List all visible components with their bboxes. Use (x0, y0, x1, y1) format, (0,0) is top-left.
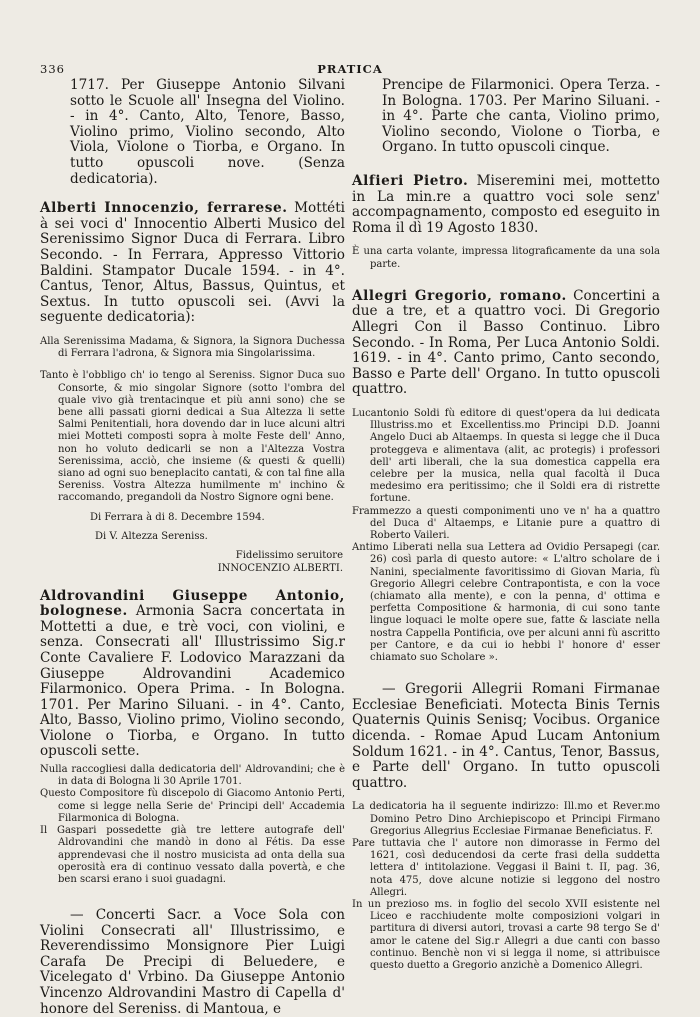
concerti-entry: — Concerti Sacr. a Voce Sola con Violini Consecrati all' Illustrissimo, e Reverendissimo Monsignore Pier Luigi Carafa De Precipi di Beluedere, e Vicelegato d' Vrbino. Da Giuseppe Antonio Vincenzo Aldrovandini Mastro di Capella d' honore del Sereniss. di Mantoua, e (40, 907, 345, 1017)
note-paragraph: Lucantonio Soldi fù editore di quest'opera da lui dedicata Illustriss.mo et Excellentiss.mo Principi D.D. Joanni Angelo Duci ab Altaemps. In questa si legge che il Duca proteggeva e alimentava (alit, ac protegis) i professori dell' arti liberali, che la sua domestica cappella era celebre per la musica, nella qual facoltà il Duca medesimo era peritissimo; che il Soldi era di ristrette fortune. (352, 407, 660, 505)
dedication-body: Tanto è l'obbligo ch' io tengo al Sereniss. Signor Duca suo Consorte, & mio singolar Signore (sotto l'ombra del quale vivo già trentacinque et più anni sono) che se bene alli passati giorni dedicai a Sua Altezza li sette Salmi Penitentiali, hora dovendo dar in luce alcuni altri miei Motteti composti sopra à molte Feste dell' Anno, non ho voluto dedicarli se non a l'Altezza Vostra Serenissima, acciò, che insieme (& questi & quelli) siano ad ogni suo beneplacito cantati, & con tal fine alla Sereniss. Vostra Altezza humilmente m' inchino & raccomando, pregandoli da Nostro Signore ogni bene. (40, 370, 345, 504)
left-column (40, 78, 345, 1017)
entry-text: Armonia Sacra concertata in Mottetti a due, e trè voci, con violini, e senza. Consecrati all' Illustrissimo Sig.r Conte Cavaliere F. Lodovico Marazzani da Giuseppe Aldrovandini Academico Filarmonico. Opera Prima. - In Bologna. 1701. Per Marino Siluani. - in 4°. Canto, Alto, Basso, Violino primo, Violino secondo, Violone o Tiorba, e Organo. In tutto opuscoli sette. (40, 603, 346, 760)
dedication-address: Alla Serenissima Madama, & Signora, la Signora Duchessa di Ferrara l'adrona, & Signora mia Singolarissima. (40, 335, 345, 360)
dedication-servant: Fidelissimo seruitore (235, 549, 343, 561)
entry-heading: Alfieri Pietro. (352, 172, 469, 189)
note-paragraph: La dedicatoria ha il seguente indirizzo: Ill.mo et Rever.mo Domino Petro Dino Archiepiscopo et Principi Firmano Gregorius Allegrius Ecclesiae Firmanae Beneficiatus. F. (352, 801, 660, 837)
entry-text: Mottéti à sei voci d' Innocentio Alberti Musico del Serenissimo Signor Duca di Ferrara. Libro Secondo. - In Ferrara, Appresso Vittorio Baldini. Stampator Ducale 1594. - in 4°. Cantus, Tenor, Altus, Bassus, Quintus, et Sextus. In tutto opuscoli sei. (Avvi la seguente dedicatoria): (40, 200, 346, 326)
note-paragraph: Questo Compositore fù discepolo di Giacomo Antonio Perti, come si legge nella Serie de' Principi dell' Accademia Filarmonica di Bologna. (40, 788, 345, 824)
note-paragraph: Nulla raccogliesi dalla dedicatoria dell' Aldrovandini; che è in data di Bologna li 30 Aprile 1701. (40, 764, 345, 788)
dedication-signature: INNOCENZIO ALBERTI. (217, 562, 343, 574)
note-paragraph: In un prezioso ms. in foglio del secolo XVII esistente nel Liceo e racchiudente molte composizioni volgari in partitura di diversi autori, trovasi a carte 98 tergo Se d' amor le catene del Sig.r Allegri a due canti con basso continuo. Benchè non vi si legga il nome, si attribuisce questo duetto a Gregorio anzichè a Domenico Allegri. (352, 898, 660, 971)
gregorii-entry: — Gregorii Allegrii Romani Firmanae Ecclesiae Beneficiati. Motecta Binis Ternis Quaternis Quinis Senisq; Vocibus. Organice dicenda. - Romae Apud Lucam Antonium Soldum 1621. - in 4°. Cantus, Tenor, Bassus, e Parte dell' Organo. In tutto opuscoli quattro. (352, 681, 660, 791)
note-paragraph: Il Gaspari possedette già tre lettere autografe dell' Aldrovandini che mandò in dono al Fétis. Da esse apprendevasi che il nostro musicista ad onta della sua operosità era di continuo vessato dalla povertà, e che ben scarsi erano i suoi guadagni. (40, 825, 345, 885)
note-paragraph: È una carta volante, impressa litograficamente da una sola parte. (352, 246, 660, 270)
aldrovandini-entry (40, 589, 345, 761)
running-title: PRATICA (317, 62, 383, 76)
dedication-closing: Di V. Altezza Sereniss. (95, 530, 208, 542)
entry-heading: Aldrovandini Giuseppe Antonio, bolognese. (40, 587, 345, 620)
silvani-entry-end: 1717. Per Giuseppe Antonio Silvani sotto le Scuole all' Insegna del Violino. - in 4°. Canto, Alto, Tenore, Basso, Violino primo, Violino secondo, Alto Viola, Violone o Tiorba, e Organo. In tutto opuscoli nove. (Senza dedicatoria). (70, 77, 345, 187)
continued-entry: Prencipe de Filarmonici. Opera Terza. - In Bologna. 1703. Per Marino Siluani. - in 4°. Parte che canta, Violino primo, Violino secondo, Violone o Tiorba, e Organo. In tutto opuscoli cinque. (382, 77, 660, 156)
alfieri-entry (352, 174, 660, 236)
note-paragraph: Frammezzo a questi componimenti uno ve n' ha a quattro del Duca d' Altaemps, e Litanie pure a quattro di Roberto Vaileri. (352, 505, 660, 541)
alberti-entry (40, 201, 345, 326)
dedication-date: Di Ferrara à di 8. Decembre 1594. (90, 511, 265, 523)
right-column (352, 78, 660, 972)
entry-heading: Allegri Gregorio, romano. (352, 287, 567, 304)
allegri-entry (352, 289, 660, 398)
page-number: 336 (40, 62, 65, 76)
note-paragraph: Antimo Liberati nella sua Lettera ad Ovidio Persapegi (car. 26) così parla di questo autore: « L'altro scholare de i Nanini, specialmente favoritissimo di Giovan Maria, fù Gregorio Allegri celebre Contrapontista, e con la voce (chiamato alla mente), e con la penna, d' ottima e perfetta Compositione & harmonia, di cui sono tante lingue loquaci le molte opere sue, fatte & lasciate nella nostra Cappella Pontificia, ove per alcuni anni fù ascritto per Cantore, e da cui io hebbi l' honore d' esser chiamato suo Scholare ». (352, 542, 660, 663)
entry-text: Miseremini mei, mottetto in La min.re a quattro voci sole senz' accompagnamento, composto ed eseguito in Roma il dì 19 Agosto 1830. (352, 172, 660, 236)
entry-text: Concertini a due a tre, et a quattro voci. Di Gregorio Allegri Con il Basso Continuo. Libro Secondo. - In Roma, Per Luca Antonio Soldi. 1619. - in 4°. Canto primo, Canto secondo, Basso e Parte dell' Organo. In tutto opuscoli quattro. (352, 287, 660, 398)
entry-heading: Alberti Innocenzio, ferrarese. (40, 200, 288, 217)
note-paragraph: Pare tuttavia che l' autore non dimorasse in Fermo del 1621, così deducendosi da certe frasi della suddetta lettera d' intitolazione. Veggasi il Baini t. II, pag. 36, nota 475, dove alcune notizie si leggono del nostro Allegri. (352, 837, 660, 898)
